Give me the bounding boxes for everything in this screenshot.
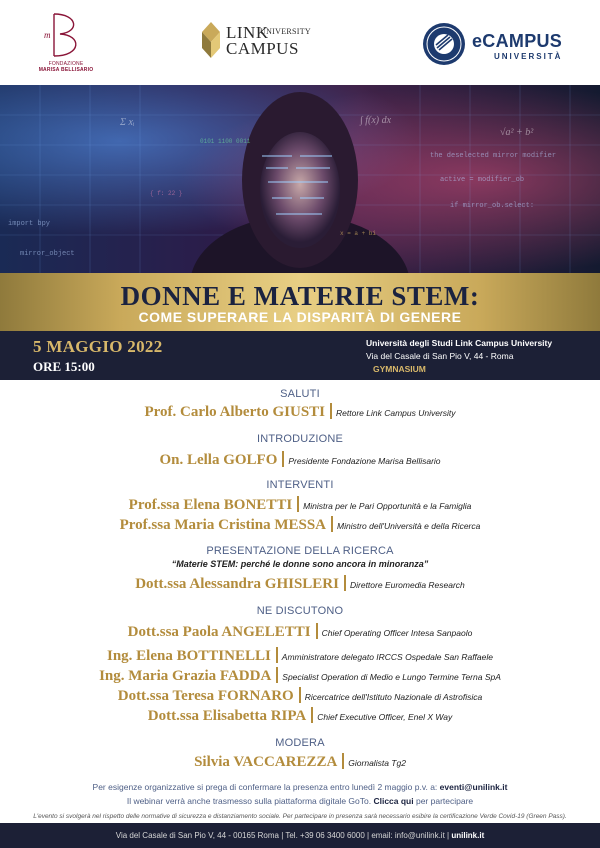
footer-bar: Via del Casale di San Pio V, 44 - 00165 Roma | Tel. +39 06 3400 6000 | email: info@unilink.it | unilink.it xyxy=(0,823,600,848)
svg-text:m: m xyxy=(44,30,51,40)
speaker-role: Rettore Link Campus University xyxy=(336,408,456,418)
section-discutono: NE DISCUTONO xyxy=(256,605,344,617)
speaker-role: Giornalista Tg2 xyxy=(348,758,406,768)
speaker-row xyxy=(0,753,600,771)
link-campus-logo xyxy=(198,18,310,62)
rsvp-note xyxy=(0,782,600,792)
separator xyxy=(276,667,278,683)
speaker-name: Dott.ssa Teresa FORNARO xyxy=(117,688,294,704)
separator xyxy=(299,687,301,703)
link-campus-word-university: UNIVERSITY xyxy=(260,27,311,36)
svg-text:0101 1100 0011: 0101 1100 0011 xyxy=(200,138,251,145)
svg-text:√a² + b²: √a² + b² xyxy=(500,127,534,138)
speaker-name: On. Lella GOLFO xyxy=(159,452,278,468)
webinar-text: Il webinar verrà anche trasmesso sulla piattaforma digitale GoTo. xyxy=(126,796,374,806)
legal-note: L'evento si svolgerà nel rispetto delle normative di sicurezza e distanziamento sociale. Per partecipare in presenza sarà necessario esibire la certificazione Verde Covid-19 (Green Pass). xyxy=(33,813,567,820)
speaker-row xyxy=(0,687,600,705)
speaker-name: Dott.ssa Paola ANGELETTI xyxy=(127,624,311,640)
venue-university: Università degli Studi Link Campus University xyxy=(366,338,553,348)
ecampus-seal-icon xyxy=(422,22,466,66)
ecampus-name: eCAMPUS xyxy=(472,31,563,51)
speaker-role: Amministratore delegato IRCCS Ospedale San Raffaele xyxy=(281,652,493,662)
speaker-name: Silvia VACCAREZZA xyxy=(194,754,338,770)
svg-text:active = modifier_ob: active = modifier_ob xyxy=(440,176,525,184)
section-modera: MODERA xyxy=(275,737,325,749)
speaker-role: Ministra per le Pari Opportunità e la Famiglia xyxy=(303,501,472,511)
link-campus-word-campus: CAMPUS xyxy=(226,39,299,58)
svg-text:import bpy: import bpy xyxy=(8,220,51,228)
speaker-row xyxy=(0,403,600,421)
speaker-role: Chief Executive Officer, Enel X Way xyxy=(317,712,453,722)
speaker-name: Ing. Elena BOTTINELLI xyxy=(106,648,271,664)
section-ricerca: PRESENTAZIONE DELLA RICERCA xyxy=(206,545,394,557)
speaker-role: Ministro dell'Università e della Ricerca xyxy=(337,521,481,531)
venue-room: GYMNASIUM xyxy=(373,364,426,374)
event-title: DONNE E MATERIE STEM: xyxy=(120,281,480,311)
webinar-tail: per partecipare xyxy=(413,796,474,806)
speaker-role: Direttore Euromedia Research xyxy=(349,580,465,590)
speaker-name: Dott.ssa Alessandra GHISLERI xyxy=(135,576,339,592)
footer-address: Via del Casale di San Pio V, 44 - 00165 Roma xyxy=(115,831,279,840)
venue-address: Via del Casale di San Pio V, 44 - Roma xyxy=(366,351,514,361)
speaker-row xyxy=(0,496,600,514)
speaker-name: Prof.ssa Maria Cristina MESSA xyxy=(119,517,327,533)
research-quote: “Materie STEM: perché le donne sono ancora in minoranza” xyxy=(171,559,429,569)
separator xyxy=(344,575,346,591)
speaker-row xyxy=(0,516,600,534)
speaker-role: Ricercatrice dell'Istituto Nazionale di Astrofisica xyxy=(304,692,483,702)
speaker-role: Specialist Operation di Medio e Lungo Termine Terna SpA xyxy=(282,672,501,682)
section-interventi: INTERVENTI xyxy=(266,479,334,491)
separator xyxy=(316,623,318,639)
speaker-row xyxy=(0,623,600,641)
speaker-name: Prof. Carlo Alberto GIUSTI xyxy=(144,404,326,420)
link-campus-word-link: LINK xyxy=(226,23,269,42)
date-venue-band xyxy=(0,331,600,380)
speaker-row xyxy=(0,575,600,593)
fondazione-bellisario-logo xyxy=(36,12,96,78)
separator xyxy=(311,707,313,723)
svg-text:x = a + bi: x = a + bi xyxy=(340,230,377,237)
fmb-caption-line2: MARISA BELLISARIO xyxy=(38,67,94,73)
svg-text:the deselected mirror modifier: the deselected mirror modifier xyxy=(430,152,557,160)
footer-phone[interactable]: Tel. +39 06 3400 6000 xyxy=(285,831,365,840)
event-date: 5 MAGGIO 2022 xyxy=(33,337,163,356)
fmb-monogram-icon xyxy=(36,12,96,60)
footer-email[interactable]: email: info@unilink.it xyxy=(371,831,445,840)
speaker-name: Prof.ssa Elena BONETTI xyxy=(128,497,293,513)
speaker-name: Dott.ssa Elisabetta RIPA xyxy=(147,708,307,724)
event-time: ORE 15:00 xyxy=(33,359,95,374)
rsvp-text: Per esigenze organizzative si prega di confermare la presenza entro lunedì 2 maggio p.v. a: xyxy=(92,782,440,792)
svg-text:∫ f(x) dx: ∫ f(x) dx xyxy=(360,115,392,126)
speaker-role: Presidente Fondazione Marisa Bellisario xyxy=(288,456,441,466)
separator xyxy=(342,753,344,769)
hero-image xyxy=(0,85,600,273)
speaker-row xyxy=(0,707,600,725)
footer-website-link[interactable]: unilink.it xyxy=(451,831,485,840)
fmb-caption-line1: FONDAZIONE xyxy=(48,61,84,67)
ecampus-logo xyxy=(420,20,570,70)
separator xyxy=(297,496,299,512)
separator xyxy=(331,516,333,532)
separator xyxy=(282,451,284,467)
svg-text:if mirror_ob.select:: if mirror_ob.select: xyxy=(450,202,535,210)
section-saluti: SALUTI xyxy=(280,388,320,400)
separator xyxy=(276,647,278,663)
section-introduzione: INTRODUZIONE xyxy=(256,433,344,445)
event-subtitle: COME SUPERARE LA DISPARITÀ DI GENERE xyxy=(138,309,462,325)
webinar-note xyxy=(0,796,600,806)
rsvp-email-link[interactable]: eventi@unilink.it xyxy=(439,782,508,792)
title-band xyxy=(0,273,600,331)
speaker-row xyxy=(0,667,600,685)
link-campus-emblem-icon xyxy=(198,20,224,60)
svg-text:mirror_object: mirror_object xyxy=(20,250,75,258)
speaker-role: Chief Operating Officer Intesa Sanpaolo xyxy=(321,628,473,638)
svg-text:Σ xᵢ: Σ xᵢ xyxy=(120,117,135,128)
svg-text:{ f: 22 }: { f: 22 } xyxy=(150,190,183,197)
logo-header xyxy=(0,0,600,85)
speaker-row xyxy=(0,647,600,665)
ecampus-subtitle: UNIVERSITÀ xyxy=(494,52,563,61)
woman-data-projection-image xyxy=(0,85,600,273)
webinar-click-here-link[interactable]: Clicca qui xyxy=(373,796,414,806)
speaker-name: Ing. Maria Grazia FADDA xyxy=(99,668,272,684)
separator xyxy=(330,403,332,419)
speaker-row xyxy=(0,451,600,469)
